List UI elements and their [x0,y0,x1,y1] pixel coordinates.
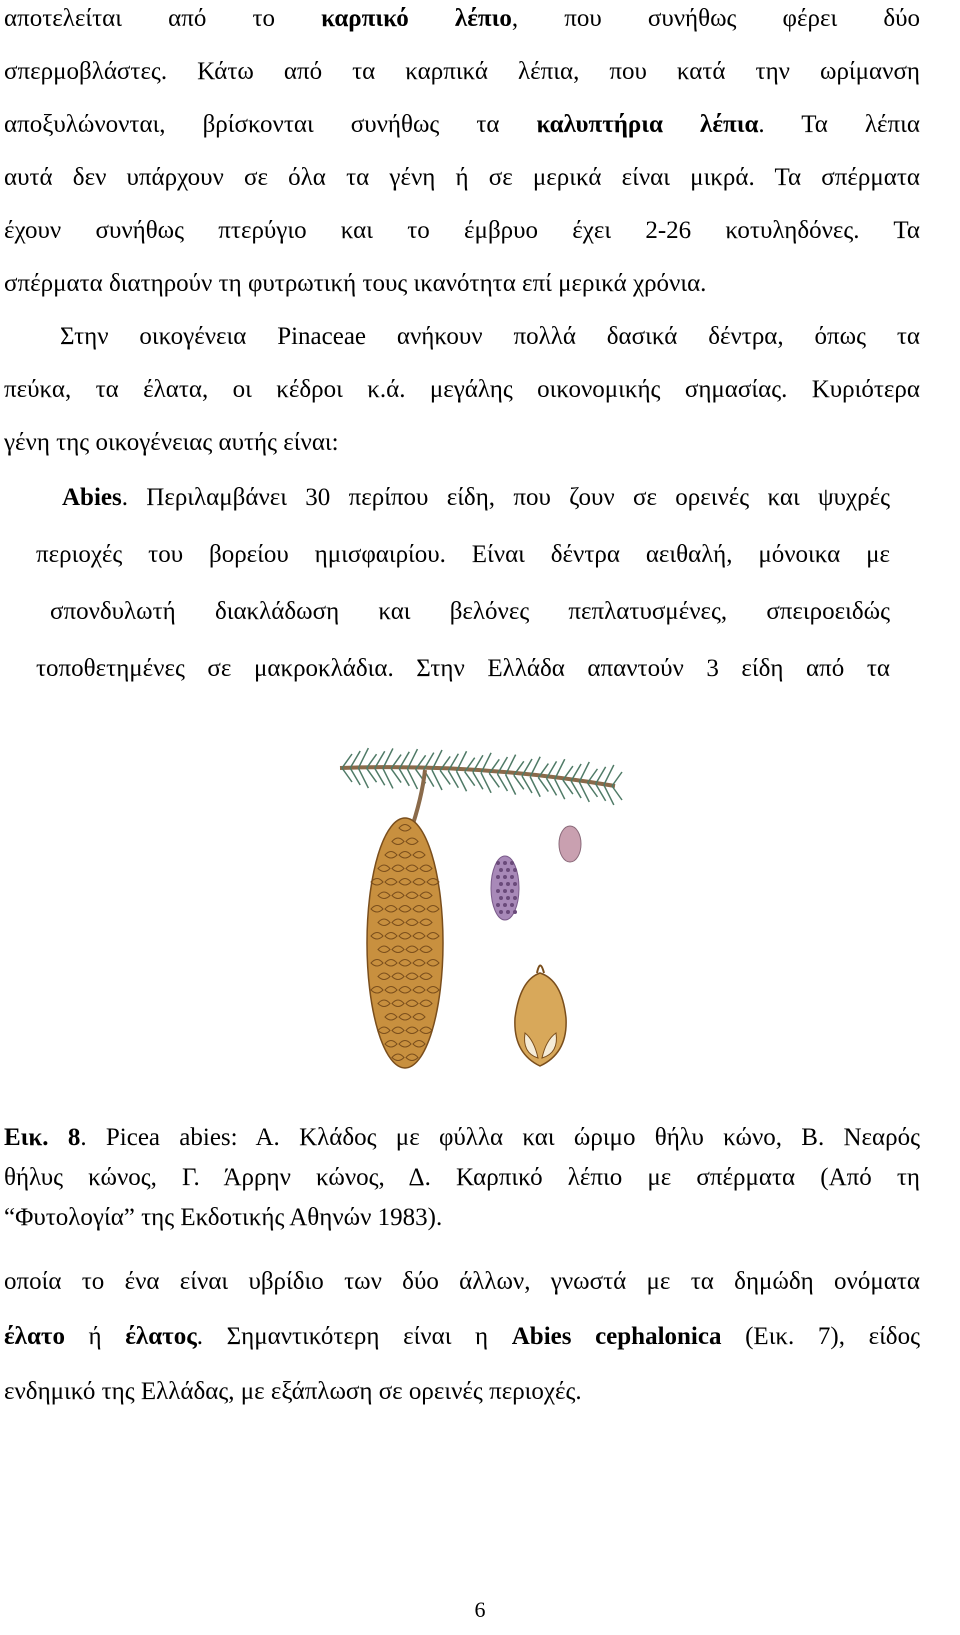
para1-line [4,216,920,246]
text-segment: “Φυτολογία” της Εκδοτικής Αθηνών 1983). [4,1204,443,1231]
caption-line [4,1163,920,1193]
para4-line [4,1322,920,1352]
para3-line [36,540,890,570]
bold-term: Εικ. 8 [4,1124,81,1151]
para2-line [4,375,920,405]
text-segment: οποία το ένα είναι υβρίδιο των δύο άλλων, γνωστά με τα δημώδη ονόματα [4,1268,920,1295]
seed-scale [515,973,566,1066]
text-segment: αυτά δεν υπάρχουν σε όλα τα γένη ή σε μερικά είναι μικρά. Τα σπέρματα [4,164,920,191]
text-segment: (Εικ. 7), είδος [721,1323,920,1350]
text-segment: σπερμοβλάστες. Κάτω από τα καρπικά λέπια, που κατά την ωρίμανση [4,58,920,85]
young-cone-dot [496,861,500,865]
para4-line [4,1267,920,1297]
young-cone-dot [506,896,510,900]
young-cone-dot [496,875,500,879]
bold-term: έλατο [4,1323,65,1350]
needle [530,777,540,797]
page-number: 6 [474,1597,486,1622]
caption-line [4,1203,920,1233]
young-cone-dot [510,889,514,893]
male-cone [559,826,581,862]
text-segment: έχουν συνήθως πτερύγιο και το έμβρυο έχει 2-26 κοτυληδόνες. Τα [4,217,920,244]
needle [612,772,622,786]
branch-needles [342,748,622,805]
para1-line [4,110,920,140]
para3-line [62,483,890,513]
text-segment: ή [64,1323,126,1350]
bold-term: έλατος [125,1323,197,1350]
needle [612,786,622,800]
young-cone-dot [499,910,503,914]
bold-term: Abies [62,484,122,511]
text-segment: σπέρματα διατηρούν τη φυτρωτική τους ικανότητα επί μερικά χρόνια. [4,270,707,297]
text-segment: ενδημικό της Ελλάδας, με εξάπλωση σε ορεινές περιοχές. [4,1378,582,1405]
para2-line [4,428,920,458]
young-cone-dot [506,910,510,914]
text-segment: σπονδυλωτή διακλάδωση και βελόνες πεπλατυσμένες, σπειροειδώς [50,598,890,625]
text-segment: θήλυς κώνος, Γ. Άρρην κώνος, Δ. Καρπικό λέπιο με σπέρματα (Από τη [4,1164,920,1191]
needle [579,782,589,802]
para3-line [50,597,890,627]
bold-term: καλυπτήρια λέπια [536,111,759,138]
needle [604,785,614,805]
para1-line [4,269,920,299]
text-segment: . Picea abies: A. Κλάδος με φύλλα και ώριμο θήλυ κώνο, B. Νεαρός [80,1124,921,1151]
young-cone-dot [503,861,507,865]
needle [350,768,360,785]
text-segment: Στην οικογένεια Pinaceae ανήκουν πολλά δασικά δέντρα, όπως τα [60,323,920,350]
young-cone-dot [503,889,507,893]
young-cone-dot [503,903,507,907]
young-cone-dot [499,882,503,886]
young-cone-dot [513,896,517,900]
needle [506,775,516,795]
text-segment: περιοχές του βορείου ημισφαιρίου. Είναι δέντρα αειθαλή, μόνοικα με [36,541,890,568]
bold-term: καρπικό λέπιο [321,5,512,32]
para1-line [4,163,920,193]
young-cone-dot [499,896,503,900]
needle [481,773,491,793]
caption-line [4,1123,920,1153]
needle [457,771,467,791]
text-segment: γένη της οικογένειας αυτής είναι: [4,429,339,456]
text-segment: , που συνήθως φέρει δύο [511,5,920,32]
para3-line [36,654,890,684]
needle [342,768,352,782]
para1-line [4,57,920,87]
young-cone-dot [496,903,500,907]
text-segment: . Σημαντικότερη είναι η [196,1323,512,1350]
text-segment: . Τα λέπια [758,111,920,138]
young-cone-dot [510,903,514,907]
text-segment: αποτελείται από το [4,5,322,32]
young-cone-dot [503,875,507,879]
text-segment: . Περιλαμβάνει 30 περίπου είδη, που ζουν σε ορεινές και ψυχρές [121,484,890,511]
young-cone-dot [513,910,517,914]
bold-term: Abies cephalonica [511,1323,722,1350]
needle [375,768,385,785]
figure-picea-abies [330,718,630,1118]
seed-scale-tip [537,966,544,974]
para2-line [60,322,920,352]
young-cone-dot [510,861,514,865]
text-segment: πεύκα, τα έλατα, οι κέδροι κ.ά. μεγάλης οικονομικής σημασίας. Κυριότερα [4,376,920,403]
young-cone-dot [510,875,514,879]
young-cone-dot [513,868,517,872]
needle [407,769,417,789]
young-cone-dot [513,882,517,886]
text-segment: τοποθετημένες σε μακροκλάδια. Στην Ελλάδα απαντούν 3 είδη από τα [36,655,890,682]
young-cone-dot [506,868,510,872]
para1-line [4,4,920,34]
young-cone-dot [499,868,503,872]
young-cone-dot [496,889,500,893]
para4-line [4,1377,920,1407]
young-cone-dot [506,882,510,886]
text-segment: αποξυλώνονται, βρίσκονται συνήθως τα [4,111,537,138]
needle [432,770,442,790]
needle [555,779,565,799]
